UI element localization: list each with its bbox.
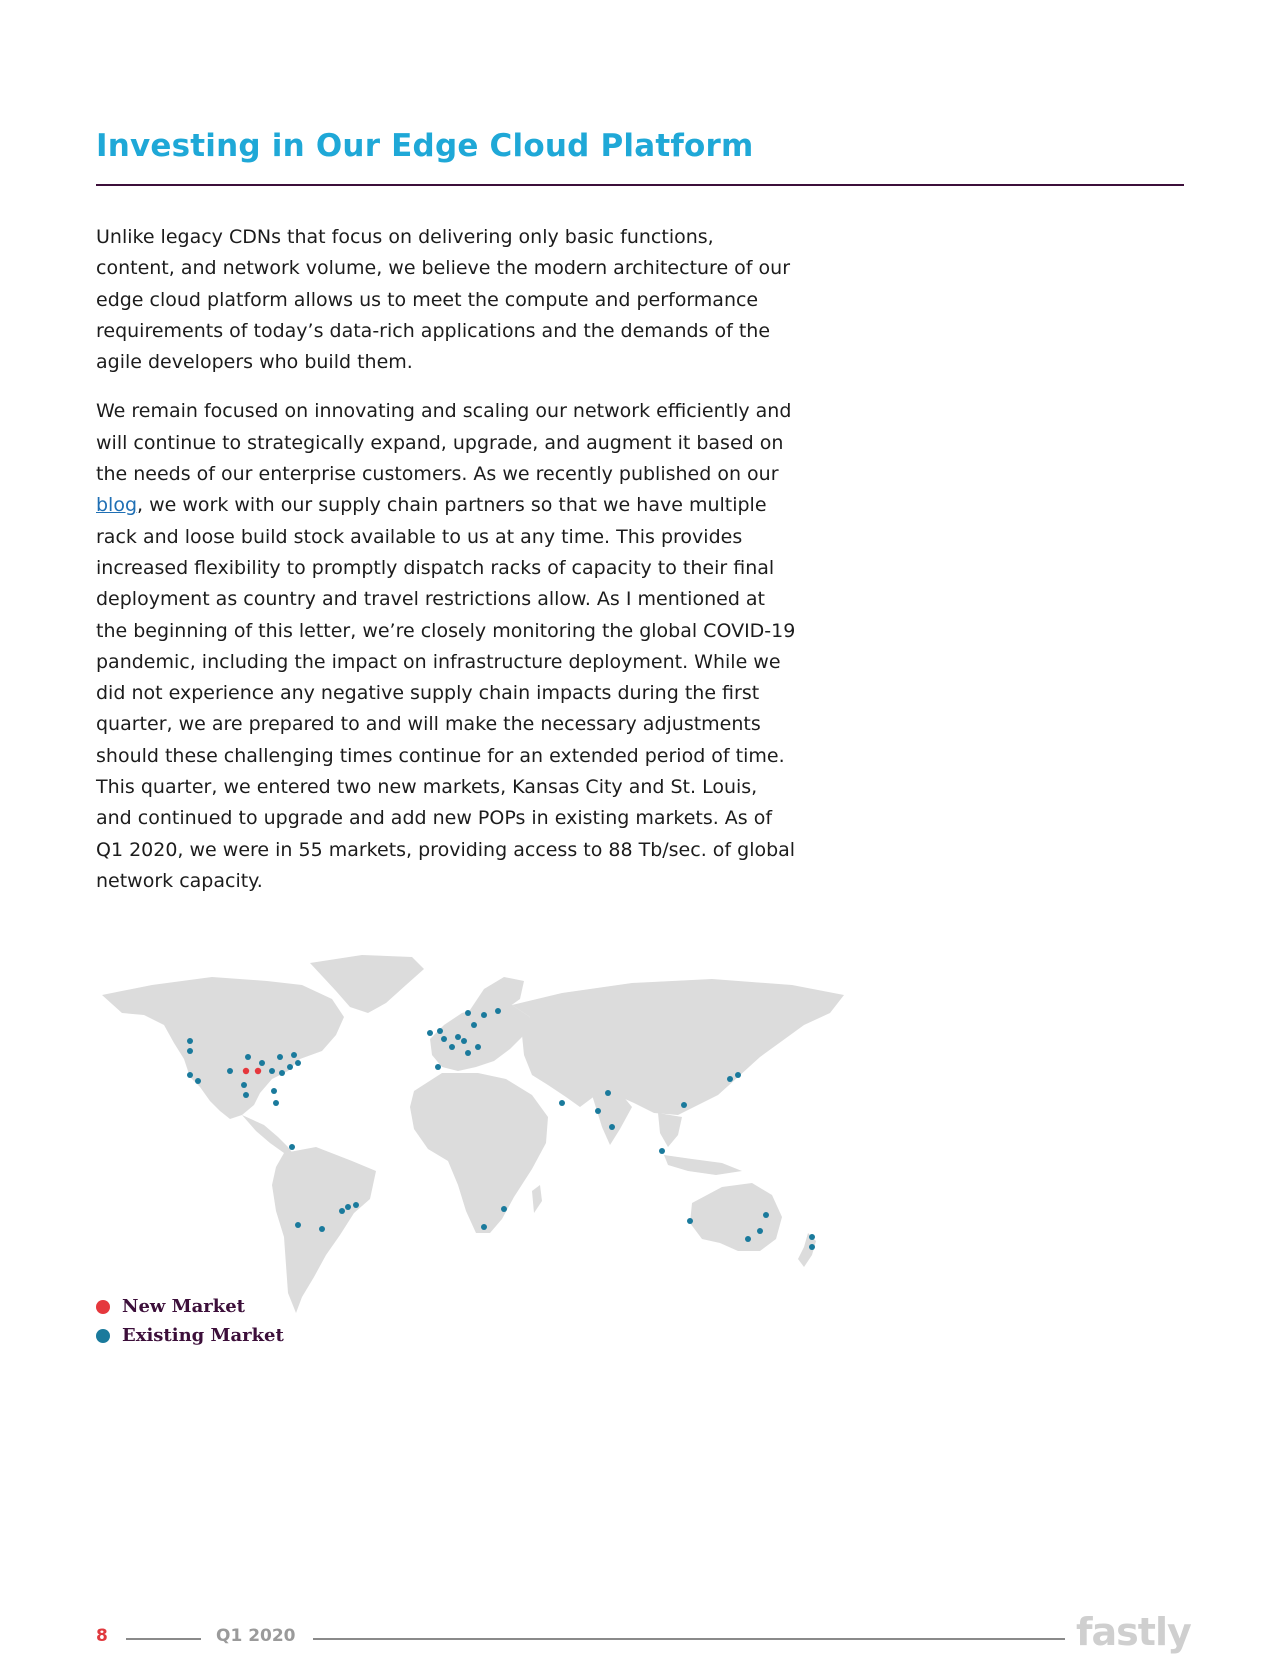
existing-market-marker	[757, 1228, 763, 1234]
north-america-landmass	[102, 977, 344, 1119]
existing-market-marker	[279, 1070, 285, 1076]
page-footer	[96, 1610, 1191, 1656]
central-america-landmass	[242, 1115, 294, 1155]
new-market-marker	[255, 1068, 261, 1074]
legend-existing-market-label: Existing Market	[122, 1325, 284, 1346]
existing-market-marker	[745, 1236, 751, 1242]
existing-market-marker	[427, 1030, 433, 1036]
existing-market-marker	[455, 1034, 461, 1040]
existing-market-marker	[259, 1060, 265, 1066]
existing-market-marker	[319, 1226, 325, 1232]
existing-market-marker	[465, 1050, 471, 1056]
footer-divider-short	[126, 1638, 201, 1640]
asia-landmass	[512, 979, 844, 1115]
existing-market-marker	[345, 1204, 351, 1210]
existing-market-marker	[501, 1206, 507, 1212]
paragraph-2-start: We remain focused on innovating and scaling our network efficiently and will continue to strategically expand, upgrade, and augment it based on the needs of our enterprise customers. As we recently published on our	[96, 400, 792, 486]
existing-market-marker	[295, 1060, 301, 1066]
existing-market-marker	[271, 1088, 277, 1094]
footer-divider-long	[313, 1638, 1065, 1640]
existing-market-marker	[481, 1012, 487, 1018]
blog-link[interactable]: blog	[96, 494, 138, 517]
legend-existing-market	[96, 1321, 284, 1350]
legend-new-market	[96, 1292, 284, 1321]
existing-market-marker	[471, 1022, 477, 1028]
existing-market-marker	[481, 1224, 487, 1230]
existing-market-marker	[187, 1048, 193, 1054]
existing-market-marker	[461, 1038, 467, 1044]
map-legend	[96, 1292, 284, 1350]
existing-market-marker	[195, 1078, 201, 1084]
existing-market-marker	[245, 1054, 251, 1060]
africa-landmass	[410, 1073, 548, 1233]
existing-market-marker	[559, 1100, 565, 1106]
existing-market-marker	[475, 1044, 481, 1050]
existing-market-marker	[659, 1148, 665, 1154]
new-market-marker	[243, 1068, 249, 1074]
existing-market-marker	[353, 1202, 359, 1208]
existing-market-marker	[269, 1068, 275, 1074]
madagascar-landmass	[532, 1185, 542, 1213]
existing-market-dot-icon	[96, 1329, 110, 1343]
page-title: Investing in Our Edge Cloud Platform	[96, 128, 754, 164]
world-map-land	[102, 955, 844, 1313]
fastly-logo: fastly	[1076, 1610, 1191, 1654]
paragraph-2-end: , we work with our supply chain partners so that we have multiple rack and loose build stock available to us at any time. This provides increased flexibility to promptly dispatch racks of capacity to their final deployment as country and travel restrictions allow. As I mentioned at the beginning of this letter, we’re closely monitoring the global COVID-19 pandemic, including the impact on infrastructure deployment. While we did not experience any negative supply chain impacts during the first quarter, we are prepared to and will make the necessary adjustments should these challenging times continue for an extended period of time. This quarter, we entered two new markets, Kansas City and St. Louis, and continued to upgrade and add new POPs in existing markets. As of Q1 2020, we were in 55 markets, providing access to 88 Tb/sec. of global network capacity.	[96, 494, 796, 892]
existing-market-marker	[495, 1008, 501, 1014]
existing-market-marker	[595, 1108, 601, 1114]
body-text	[96, 222, 796, 897]
existing-market-marker	[187, 1072, 193, 1078]
existing-market-marker	[809, 1244, 815, 1250]
existing-market-marker	[609, 1124, 615, 1130]
existing-market-marker	[441, 1036, 447, 1042]
existing-market-marker	[243, 1092, 249, 1098]
existing-market-marker	[809, 1234, 815, 1240]
new-market-dot-icon	[96, 1300, 110, 1314]
existing-market-marker	[295, 1222, 301, 1228]
existing-market-marker	[681, 1102, 687, 1108]
paragraph-2	[96, 396, 796, 897]
legend-new-market-label: New Market	[122, 1296, 245, 1317]
existing-market-marker	[735, 1072, 741, 1078]
existing-market-marker	[241, 1082, 247, 1088]
existing-market-marker	[687, 1218, 693, 1224]
existing-market-marker	[763, 1212, 769, 1218]
page-number: 8	[96, 1626, 108, 1646]
india-landmass	[592, 1095, 632, 1145]
existing-market-marker	[435, 1064, 441, 1070]
existing-market-marker	[289, 1144, 295, 1150]
existing-market-marker	[187, 1038, 193, 1044]
existing-market-marker	[449, 1044, 455, 1050]
paragraph-1: Unlike legacy CDNs that focus on delivering only basic functions, content, and network volume, we believe the modern architecture of our edge cloud platform allows us to meet the compute and performance requirements of today’s data-rich applications and the demands of the agile developers who build them.	[96, 226, 791, 374]
existing-market-marker	[287, 1064, 293, 1070]
existing-market-marker	[465, 1010, 471, 1016]
title-divider	[96, 184, 1184, 186]
southeast-asia-landmass	[658, 1113, 742, 1175]
existing-market-marker	[437, 1028, 443, 1034]
existing-market-marker	[605, 1090, 611, 1096]
existing-market-marker	[727, 1076, 733, 1082]
existing-market-marker	[291, 1052, 297, 1058]
footer-quarter: Q1 2020	[216, 1626, 296, 1646]
existing-market-marker	[273, 1100, 279, 1106]
existing-market-marker	[227, 1068, 233, 1074]
existing-market-marker	[277, 1054, 283, 1060]
existing-market-marker	[339, 1208, 345, 1214]
